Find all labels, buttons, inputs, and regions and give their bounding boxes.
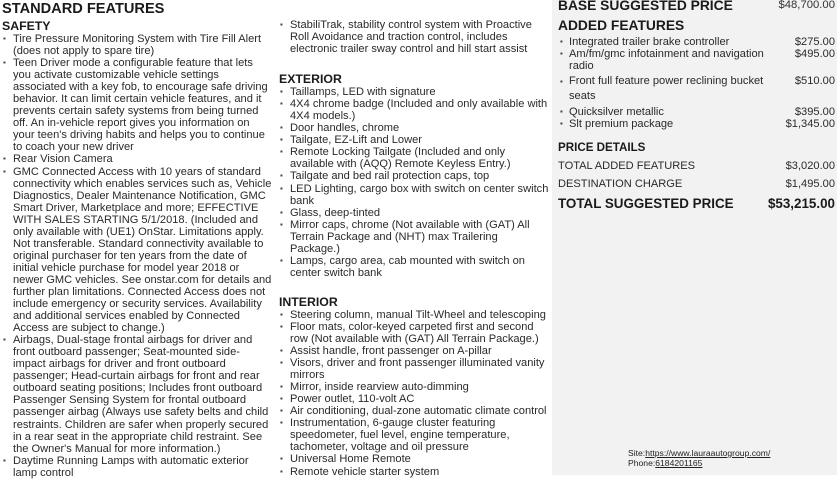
total-suggested-price-label: TOTAL SUGGESTED PRICE (558, 196, 734, 212)
list-item: ▪ Universal Home Remote (279, 453, 549, 465)
added-feature-price: $1,345.00 (785, 118, 835, 131)
price-details-title: PRICE DETAILS (558, 141, 646, 155)
phone-label: Phone: (628, 458, 656, 468)
list-item: ▪ Teen Driver mode a configurable feature that lets you activate customizable vehicle settings associated with a key fob, to encourage safe driving behavior. It can limit certain vehicle features, and it prevents certain safety systems from being turned off. An in-vehicle report gives you information on your teen's driving habits and helps you to continue to coach your new driver (2, 57, 272, 153)
added-feature-name: ▪ Slt premium package (560, 118, 765, 130)
added-feature-price: $510.00 (794, 75, 835, 88)
standard-features-title: STANDARD FEATURES (2, 1, 165, 17)
list-item: ▪ Taillamps, LED with signature (279, 86, 549, 98)
list-item: ▪ StabiliTrak, stability control system with Proactive Roll Avoidance and traction control, includes electronic trailer sway control and hill start assist (279, 19, 549, 55)
list-item: ▪ Tailgate, EZ-Lift and Lower (279, 134, 549, 146)
list-item: ▪ Instrumentation, 6-gauge cluster featuring speedometer, fuel level, engine temperature, tachometer, voltage and oil pressure (279, 417, 549, 453)
pricing-panel (552, 0, 837, 475)
list-item: ▪ Door handles, chrome (279, 122, 549, 134)
left-column (0, 0, 272, 479)
list-item: ▪ Tire Pressure Monitoring System with Tire Fill Alert (does not apply to spare tire) (2, 33, 272, 57)
total-suggested-price-value: $53,215.00 (767, 196, 835, 212)
list-item: ▪ Airbags, Dual-stage frontal airbags for driver and front outboard passenger; Seat-mounted side-impact airbags for driver and front outboard passenger; Head-curtain airbags for front and rear outboard seating positions; Includes front outboard Passenger Sensing System for frontal outboard passenger airbag (Always use safety belts and child restraints. Children are safer when properly secured in a rear seat in the appropriate child restraint. See the Owner's Manual for more information.) (2, 334, 272, 454)
list-item: ▪ Rear Vision Camera (2, 153, 272, 165)
list-item: ▪ Visors, driver and front passenger illuminated vanity mirrors (279, 357, 549, 381)
added-feature-name: ▪ Integrated trailer brake controller (560, 36, 765, 48)
list-item: ▪ Remote Locking Tailgate (Included and only available with (AQQ) Remote Keyless Entry.) (279, 146, 549, 170)
destination-charge-label: DESTINATION CHARGE (558, 178, 683, 191)
total-added-features-row (552, 160, 837, 173)
safety-list (0, 33, 272, 479)
list-item: ▪ Remote vehicle starter system (279, 466, 549, 478)
added-features-list (552, 36, 837, 130)
added-feature-name: ▪ Quicksilver metallic (560, 106, 765, 118)
added-feature-price: $395.00 (794, 106, 835, 119)
site-label: Site: (628, 448, 646, 458)
destination-charge-value: $1,495.00 (785, 178, 835, 191)
total-suggested-price-row (552, 196, 837, 211)
added-feature-name: ▪ Front full feature power reclining bucket seats (560, 74, 765, 104)
site-line (628, 448, 770, 458)
added-feature-item (560, 74, 835, 104)
list-item: ▪ Lamps, cargo area, cab mounted with switch on center switch bank (279, 255, 549, 279)
added-feature-name: ▪ Am/fm/gmc infotainment and navigation radio (560, 48, 765, 72)
list-item: ▪ Floor mats, color-keyed carpeted first and second row (Not available with (GAT) All Terrain Package.) (279, 321, 549, 345)
exterior-heading: EXTERIOR (279, 72, 342, 87)
dealer-contact (628, 448, 770, 468)
list-item: ▪ Steering column, manual Tilt-Wheel and telescoping (279, 309, 549, 321)
phone-line (628, 458, 770, 468)
added-feature-item (560, 106, 835, 118)
list-item: ▪ Power outlet, 110-volt AC (279, 393, 549, 405)
list-item: ▪ Tailgate and bed rail protection caps, top (279, 170, 549, 182)
list-item: ▪ Assist handle, front passenger on A-pillar (279, 345, 549, 357)
total-added-features-value: $3,020.00 (785, 160, 835, 173)
list-item: ▪ Glass, deep-tinted (279, 207, 549, 219)
added-feature-price: $495.00 (794, 48, 835, 61)
list-item: ▪ LED Lighting, cargo box with switch on center switch bank (279, 183, 549, 207)
destination-charge-row (552, 178, 837, 191)
list-item: ▪ Air conditioning, dual-zone automatic climate control (279, 405, 549, 417)
interior-heading: INTERIOR (279, 294, 338, 309)
base-price-value: $48,700.00 (778, 0, 835, 11)
middle-column (277, 0, 549, 478)
safety-heading: SAFETY (2, 19, 51, 33)
exterior-list (277, 86, 549, 279)
list-item: ▪ Mirror caps, chrome (Not available with (GAT) All Terrain Package and (NHT) max Trailering Package.) (279, 219, 549, 255)
added-feature-item (560, 36, 835, 48)
added-feature-price: $275.00 (794, 36, 835, 48)
added-feature-item (560, 48, 835, 72)
phone-link[interactable]: 6184201165 (655, 458, 703, 468)
list-item: ▪ Daytime Running Lamps with automatic exterior lamp control (2, 455, 272, 479)
list-item: ▪ 4X4 chrome badge (Included and only available with 4X4 models.) (279, 98, 549, 122)
site-link[interactable]: https://www.lauraautogroup.com/ (645, 448, 771, 458)
added-features-title: ADDED FEATURES (558, 18, 685, 33)
base-price-row (552, 0, 837, 13)
total-added-features-label: TOTAL ADDED FEATURES (558, 160, 696, 173)
added-feature-item (560, 118, 835, 130)
safety-list-continued (277, 19, 549, 55)
list-item: ▪ Mirror, inside rearview auto-dimming (279, 381, 549, 393)
base-price-label: BASE SUGGESTED PRICE (558, 0, 733, 13)
interior-list (277, 309, 549, 478)
list-item: ▪ GMC Connected Access with 10 years of standard connectivity which enables services such as, Vehicle Diagnostics, Dealer Maintenance Notification, GMC Smart Driver, Marketplace and more; EFFECTIVE WITH SALES STARTING 5/1/2018. (Included and only available with (UE1) OnStar. Limitations apply. Not transferable. Standard connectivity available to original purchaser for ten years from the date of initial vehicle purchase for model year 2018 or newer GMC vehicles. See onstar.com for details and further plan limitations. Connected Access does not include emergency or security services. Availability and additional services enabled by Connected Access are subject to change.) (2, 166, 272, 335)
